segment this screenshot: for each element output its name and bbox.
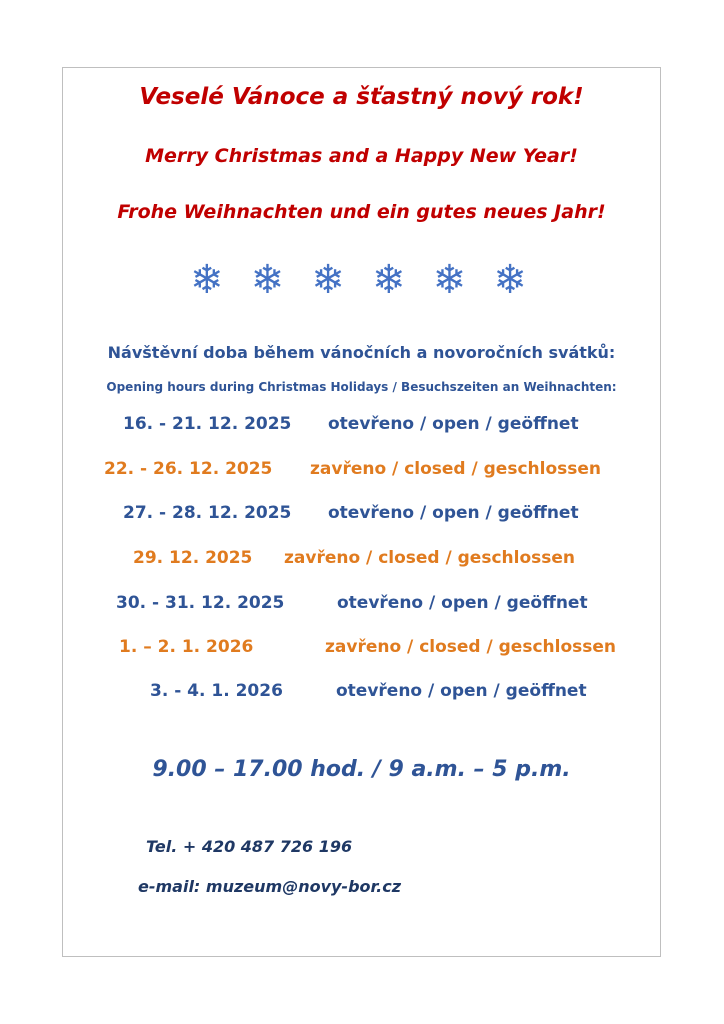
greeting-german: Frohe Weihnachten und ein gutes neues Jahr!	[117, 201, 606, 223]
schedule-dates: 3. - 4. 1. 2026	[150, 681, 283, 701]
schedule-status: otevřeno / open / geöffnet	[337, 593, 588, 613]
schedule-status: otevřeno / open / geöffnet	[328, 414, 579, 434]
schedule-status: zavřeno / closed / geschlossen	[310, 459, 602, 479]
snowflake-icon: ❄	[250, 258, 291, 302]
greeting-czech: Veselé Vánoce a šťastný nový rok!	[139, 84, 584, 110]
snowflake-row	[62, 256, 661, 304]
snowflake-icon: ❄	[311, 258, 351, 302]
schedule-dates: 22. - 26. 12. 2025	[104, 459, 273, 479]
opening-hours-heading-czech: Návštěvní doba během vánočních a novoročních svátků:	[107, 343, 616, 362]
schedule-status: otevřeno / open / geöffnet	[336, 681, 587, 701]
greeting-english: Merry Christmas and a Happy New Year!	[145, 145, 578, 167]
schedule-status: zavřeno / closed / geschlossen	[284, 548, 576, 568]
schedule-dates: 27. - 28. 12. 2025	[123, 503, 292, 523]
schedule-status: zavřeno / closed / geschlossen	[325, 637, 617, 657]
snowflake-icon: ❄	[190, 258, 230, 302]
schedule-status: otevřeno / open / geöffnet	[328, 503, 579, 523]
phone-number: Tel. + 420 487 726 196	[146, 837, 353, 856]
schedule-dates: 16. - 21. 12. 2025	[123, 414, 292, 434]
snowflake-icon: ❄	[493, 258, 533, 302]
opening-hours: 9.00 – 17.00 hod. / 9 a.m. – 5 p.m.	[152, 757, 571, 782]
snowflake-icon: ❄	[372, 258, 412, 302]
schedule-dates: 30. - 31. 12. 2025	[116, 593, 285, 613]
schedule-dates: 1. – 2. 1. 2026	[119, 637, 254, 657]
schedule-dates: 29. 12. 2025	[133, 548, 253, 568]
email-address: e-mail: muzeum@novy-bor.cz	[138, 877, 401, 896]
snowflake-icon: ❄	[432, 258, 473, 302]
opening-hours-heading-en-de: Opening hours during Christmas Holidays / Besuchszeiten an Weihnachten:	[106, 380, 617, 394]
